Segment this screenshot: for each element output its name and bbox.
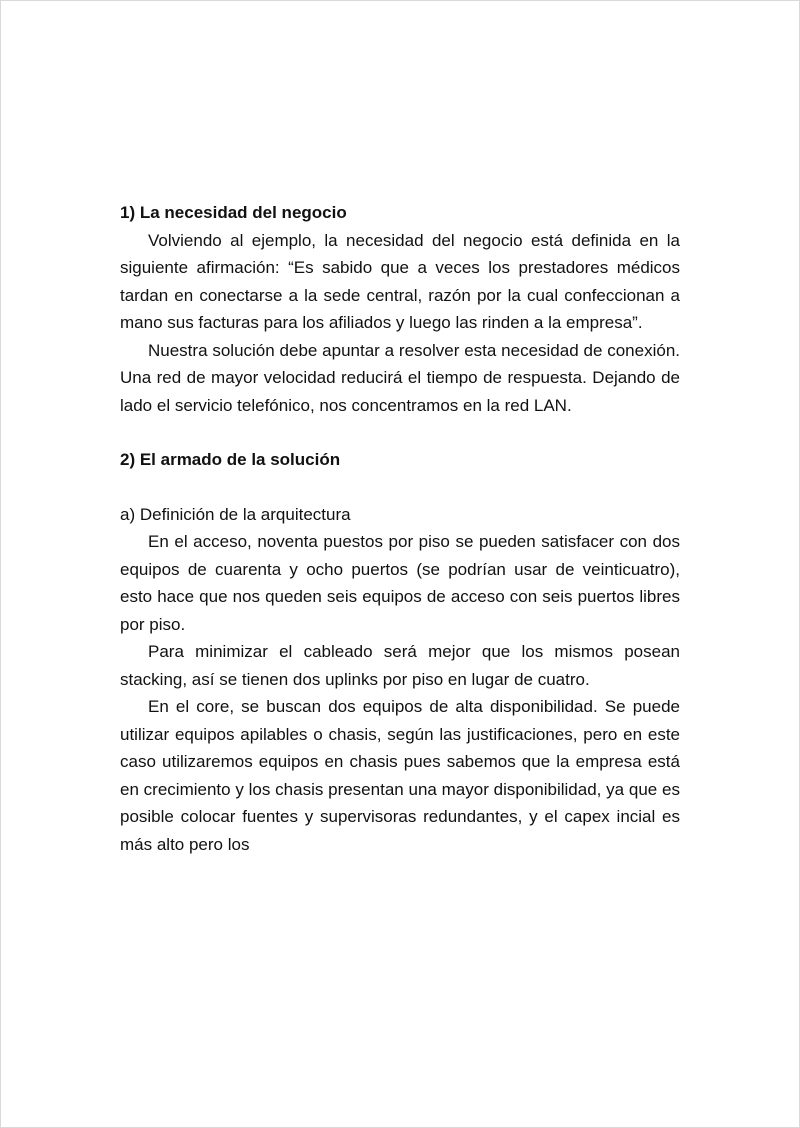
section-2-subheading: a) Definición de la arquitectura [120, 504, 351, 524]
section-1-paragraph-2: Nuestra solución debe apuntar a resolver esta necesidad de conexión. Una red de mayor velocidad reducirá el tiempo de respuesta. Dejando de lado el servicio telefónico, nos concentramos en la red LAN. [120, 340, 680, 415]
section-2-heading: 2) El armado de la solución [120, 450, 341, 469]
section-2-paragraph-3: En el core, se buscan dos equipos de alta disponibilidad. Se puede utilizar equipos apilables o chasis, según las justificaciones, pero en este caso utilizaremos equipos en chasis pues sabemos que la empresa está en crecimiento y los chasis presentan una mayor disponibilidad, ya que es posible colocar fuentes y supervisoras redundantes, y el capex incial es más alto pero los [120, 697, 680, 854]
subsection-spacer [120, 474, 680, 501]
section-2-paragraph-1: En el acceso, noventa puestos por piso se pueden satisfacer con dos equipos de cuarenta y ocho puertos (se podrían usar de veinticuatro), esto hace que nos queden seis equipos de acceso con seis puertos libres por piso. [120, 532, 680, 634]
section-spacer [120, 419, 680, 446]
section-1-paragraph-1: Volviendo al ejemplo, la necesidad del negocio está definida en la siguiente afirmación: “Es sabido que a veces los prestadores médicos tardan en conectarse a la sede central, razón por la cual confeccionan a mano sus facturas para los afiliados y luego las rinden a la empresa”. [120, 230, 680, 332]
section-1-heading: 1) La necesidad del negocio [120, 203, 347, 222]
section-2-paragraph-2: Para minimizar el cableado será mejor que los mismos posean stacking, así se tienen dos uplinks por piso en lugar de cuatro. [120, 642, 680, 689]
document-body [120, 199, 680, 858]
